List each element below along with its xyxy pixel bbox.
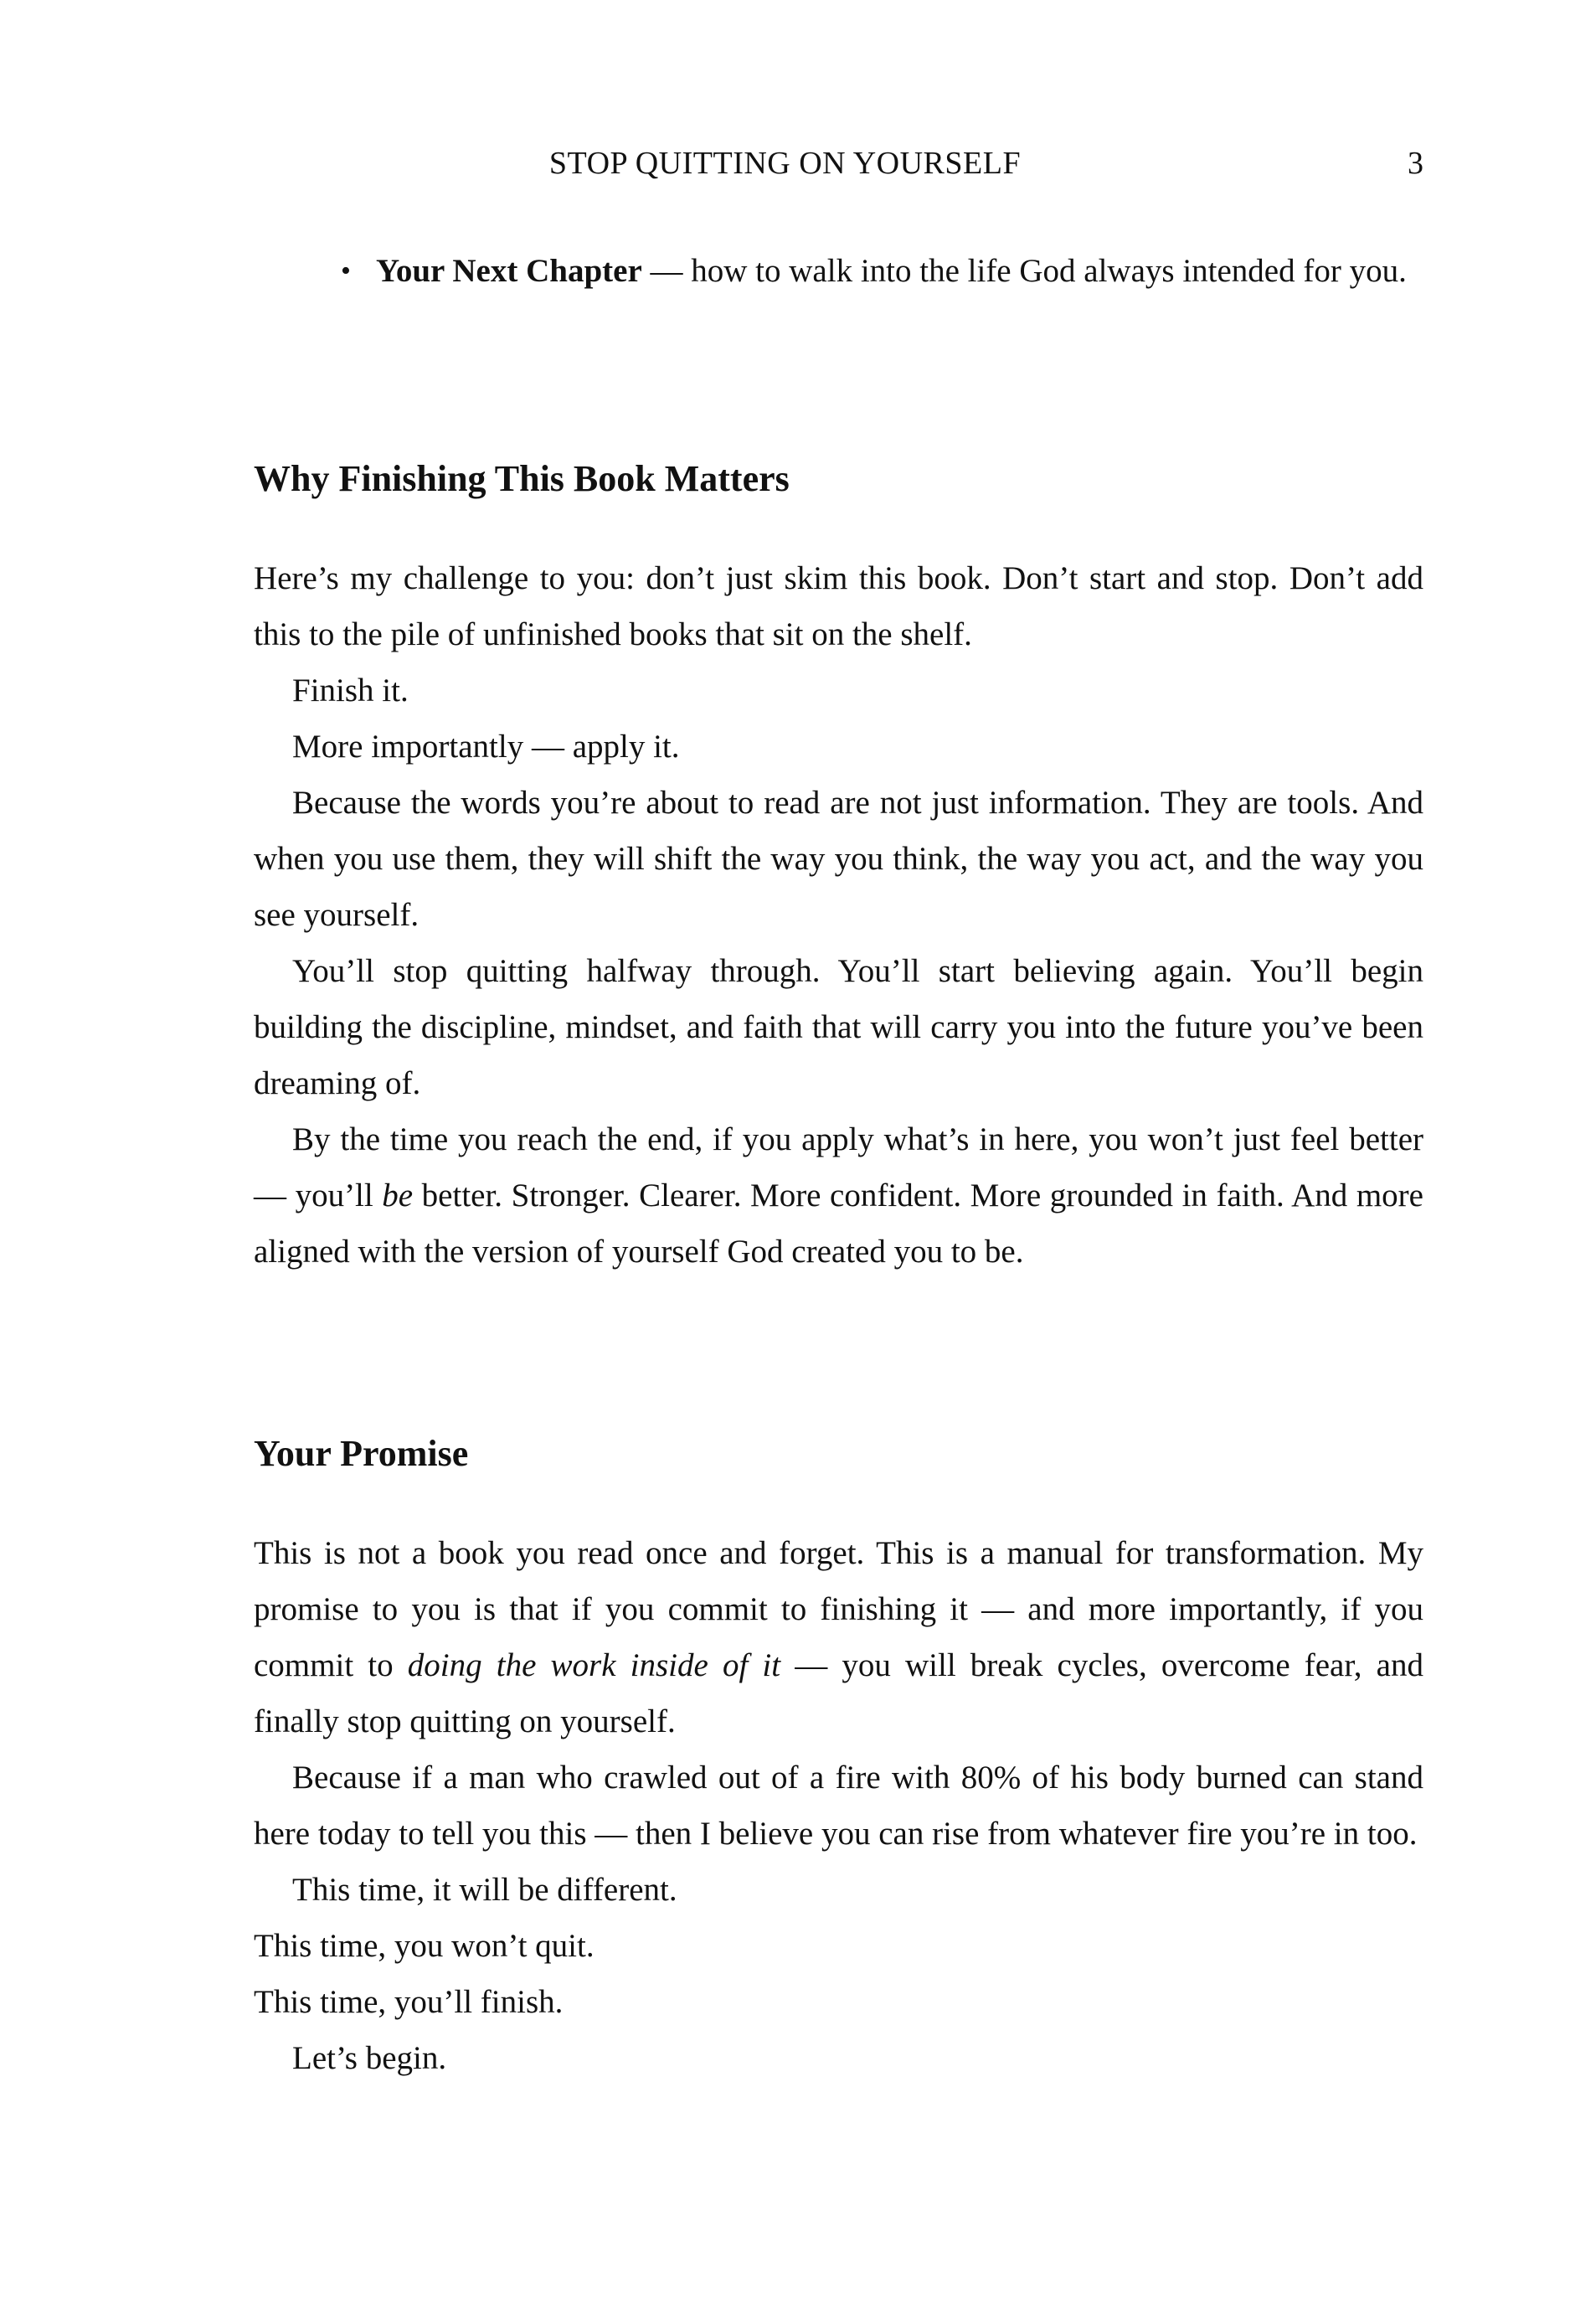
paragraph: Here’s my challenge to you: don’t just skim this book. Don’t start and stop. Don’t add this to the pile of unfinished books that sit on the shelf. (254, 560, 1423, 652)
section-heading-why: Why Finishing This Book Matters (254, 458, 790, 499)
emphasis-text: doing the work inside of it (407, 1647, 781, 1683)
paragraph: Because the words you’re about to read are not just information. They are tools. And when you use them, they will shift the way you think, the way you act, and the way you see yourself. (254, 785, 1423, 933)
list-item (254, 243, 1423, 299)
paragraph: Finish it. (292, 672, 409, 709)
bullet-icon: • (341, 255, 351, 286)
section-heading-promise: Your Promise (254, 1433, 469, 1474)
list-item-text: — how to walk into the life God always intended for you. (641, 253, 1407, 289)
paragraph: This time, you won’t quit. (254, 1928, 595, 1964)
list-item-bold-label: Your Next Chapter (376, 253, 642, 289)
page-body (254, 243, 1423, 2086)
paragraph (254, 1525, 1423, 1749)
paragraph-text: better. Stronger. Clearer. More confident. More grounded in faith. And more aligned with the version of yourself God created you to be. (254, 1177, 1423, 1270)
paragraph: This time, you’ll finish. (254, 1984, 564, 2020)
page-number: 3 (1408, 146, 1423, 181)
paragraph (254, 1111, 1423, 1280)
paragraph: Let’s begin. (292, 2040, 447, 2076)
paragraph: More importantly — apply it. (292, 729, 680, 765)
paragraph: Because if a man who crawled out of a fire with 80% of his body burned can stand here today to tell you this — then I believe you can rise from whatever fire you’re in too. (254, 1760, 1423, 1852)
paragraph: You’ll stop quitting halfway through. You’ll start believing again. You’ll begin building the discipline, mindset, and faith that will carry you into the future you’ve been dreaming of. (254, 953, 1423, 1101)
paragraph-text: This is not a book you read once and forget. This is a manual for transformation. My promise to you is that if you commit to finishing it — and more importantly, if you commit to (254, 1535, 1423, 1683)
running-title: STOP QUITTING ON YOURSELF (548, 146, 1022, 181)
paragraph-text: By the time you reach the end, if you apply what’s in here, you won’t just feel better — you’ll (254, 1121, 1423, 1214)
running-header (0, 138, 1570, 188)
paragraph: This time, it will be different. (292, 1872, 677, 1908)
paragraph-text: — you will break cycles, overcome fear, and finally stop quitting on yourself. (254, 1647, 1423, 1739)
emphasis-text: be (382, 1177, 414, 1214)
